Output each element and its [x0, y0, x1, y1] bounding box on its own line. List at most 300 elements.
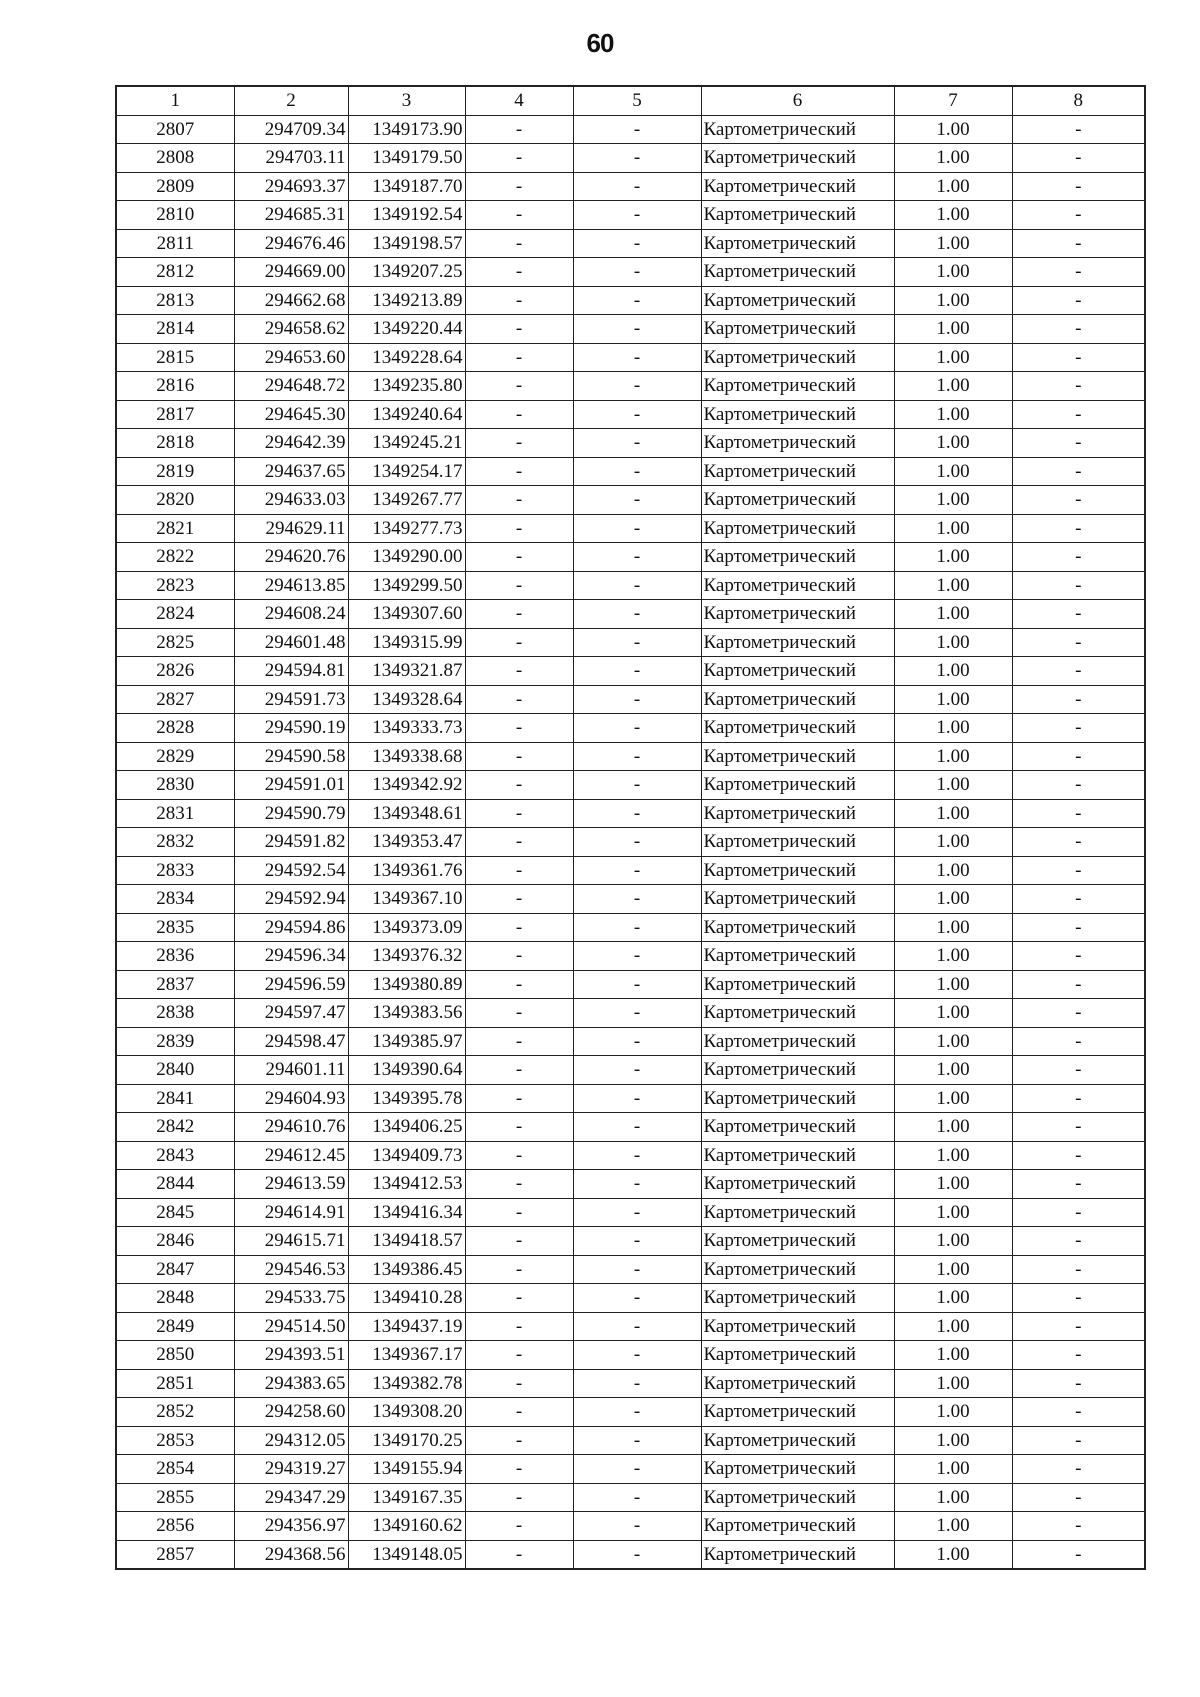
- column-4-cell: -: [465, 144, 573, 173]
- x-coordinate-cell: 294591.73: [234, 685, 348, 714]
- accuracy-cell: 1.00: [894, 1227, 1012, 1256]
- table-body: [116, 115, 1145, 1569]
- point-number-cell: 2850: [116, 1341, 234, 1370]
- method-cell: Картометрический: [701, 1141, 894, 1170]
- column-5-cell: -: [573, 286, 701, 315]
- header-row: [116, 86, 1145, 115]
- column-5-cell: -: [573, 942, 701, 971]
- column-4-cell: -: [465, 1113, 573, 1142]
- table-row: [116, 144, 1145, 173]
- column-5-cell: -: [573, 657, 701, 686]
- accuracy-cell: 1.00: [894, 1198, 1012, 1227]
- column-4-cell: -: [465, 714, 573, 743]
- column-4-cell: -: [465, 372, 573, 401]
- point-number-cell: 2838: [116, 999, 234, 1028]
- column-4-cell: -: [465, 514, 573, 543]
- page-number: 60: [586, 28, 614, 58]
- point-number-cell: 2816: [116, 372, 234, 401]
- y-coordinate-cell: 1349342.92: [348, 771, 465, 800]
- y-coordinate-cell: 1349235.80: [348, 372, 465, 401]
- point-number-cell: 2852: [116, 1398, 234, 1427]
- x-coordinate-cell: 294612.45: [234, 1141, 348, 1170]
- y-coordinate-cell: 1349240.64: [348, 400, 465, 429]
- x-coordinate-cell: 294676.46: [234, 229, 348, 258]
- column-8-cell: -: [1012, 372, 1145, 401]
- method-cell: Картометрический: [701, 1426, 894, 1455]
- y-coordinate-cell: 1349328.64: [348, 685, 465, 714]
- x-coordinate-cell: 294592.94: [234, 885, 348, 914]
- point-number-cell: 2839: [116, 1027, 234, 1056]
- point-number-cell: 2826: [116, 657, 234, 686]
- column-8-cell: -: [1012, 229, 1145, 258]
- point-number-cell: 2817: [116, 400, 234, 429]
- table-row: [116, 771, 1145, 800]
- point-number-cell: 2855: [116, 1483, 234, 1512]
- accuracy-cell: 1.00: [894, 799, 1012, 828]
- y-coordinate-cell: 1349290.00: [348, 543, 465, 572]
- column-4-cell: -: [465, 229, 573, 258]
- x-coordinate-cell: 294613.59: [234, 1170, 348, 1199]
- x-coordinate-cell: 294685.31: [234, 201, 348, 230]
- point-number-cell: 2837: [116, 970, 234, 999]
- column-8-cell: -: [1012, 343, 1145, 372]
- point-number-cell: 2836: [116, 942, 234, 971]
- column-8-cell: -: [1012, 201, 1145, 230]
- point-number-cell: 2815: [116, 343, 234, 372]
- table-row: [116, 258, 1145, 287]
- x-coordinate-cell: 294613.85: [234, 571, 348, 600]
- method-cell: Картометрический: [701, 1027, 894, 1056]
- column-4-cell: -: [465, 1512, 573, 1541]
- x-coordinate-cell: 294620.76: [234, 543, 348, 572]
- table-row: [116, 856, 1145, 885]
- column-4-cell: -: [465, 942, 573, 971]
- method-cell: Картометрический: [701, 657, 894, 686]
- table-row: [116, 799, 1145, 828]
- accuracy-cell: 1.00: [894, 400, 1012, 429]
- table-row: [116, 1255, 1145, 1284]
- column-8-cell: -: [1012, 457, 1145, 486]
- y-coordinate-cell: 1349245.21: [348, 429, 465, 458]
- point-number-cell: 2830: [116, 771, 234, 800]
- x-coordinate-cell: 294591.82: [234, 828, 348, 857]
- column-4-cell: -: [465, 1227, 573, 1256]
- column-4-cell: -: [465, 885, 573, 914]
- accuracy-cell: 1.00: [894, 229, 1012, 258]
- method-cell: Картометрический: [701, 115, 894, 144]
- accuracy-cell: 1.00: [894, 1398, 1012, 1427]
- column-8-cell: -: [1012, 115, 1145, 144]
- column-8-cell: -: [1012, 1483, 1145, 1512]
- column-8-cell: -: [1012, 1027, 1145, 1056]
- accuracy-cell: 1.00: [894, 429, 1012, 458]
- column-5-cell: -: [573, 714, 701, 743]
- table-row: [116, 1312, 1145, 1341]
- y-coordinate-cell: 1349170.25: [348, 1426, 465, 1455]
- column-4-cell: -: [465, 1455, 573, 1484]
- x-coordinate-cell: 294312.05: [234, 1426, 348, 1455]
- column-8-cell: -: [1012, 1426, 1145, 1455]
- table-row: [116, 115, 1145, 144]
- table-row: [116, 970, 1145, 999]
- column-4-cell: -: [465, 1284, 573, 1313]
- column-5-cell: -: [573, 144, 701, 173]
- accuracy-cell: 1.00: [894, 1170, 1012, 1199]
- column-5-cell: -: [573, 514, 701, 543]
- y-coordinate-cell: 1349383.56: [348, 999, 465, 1028]
- point-number-cell: 2832: [116, 828, 234, 857]
- column-5-cell: -: [573, 1084, 701, 1113]
- column-5-cell: -: [573, 1369, 701, 1398]
- y-coordinate-cell: 1349380.89: [348, 970, 465, 999]
- method-cell: Картометрический: [701, 286, 894, 315]
- column-4-cell: -: [465, 1312, 573, 1341]
- accuracy-cell: 1.00: [894, 1341, 1012, 1370]
- method-cell: Картометрический: [701, 457, 894, 486]
- table-row: [116, 1227, 1145, 1256]
- column-8-cell: -: [1012, 714, 1145, 743]
- y-coordinate-cell: 1349386.45: [348, 1255, 465, 1284]
- column-5-cell: -: [573, 1540, 701, 1569]
- column-5-cell: -: [573, 1426, 701, 1455]
- column-5-cell: -: [573, 856, 701, 885]
- point-number-cell: 2854: [116, 1455, 234, 1484]
- point-number-cell: 2833: [116, 856, 234, 885]
- y-coordinate-cell: 1349198.57: [348, 229, 465, 258]
- column-8-cell: -: [1012, 1398, 1145, 1427]
- column-4-cell: -: [465, 657, 573, 686]
- table-row: [116, 1284, 1145, 1313]
- column-8-cell: -: [1012, 1369, 1145, 1398]
- method-cell: Картометрический: [701, 1398, 894, 1427]
- column-4-cell: -: [465, 1027, 573, 1056]
- y-coordinate-cell: 1349390.64: [348, 1056, 465, 1085]
- table-row: [116, 628, 1145, 657]
- accuracy-cell: 1.00: [894, 714, 1012, 743]
- method-cell: Картометрический: [701, 856, 894, 885]
- x-coordinate-cell: 294604.93: [234, 1084, 348, 1113]
- point-number-cell: 2821: [116, 514, 234, 543]
- method-cell: Картометрический: [701, 1455, 894, 1484]
- column-4-cell: -: [465, 343, 573, 372]
- column-4-cell: -: [465, 115, 573, 144]
- x-coordinate-cell: 294596.34: [234, 942, 348, 971]
- x-coordinate-cell: 294669.00: [234, 258, 348, 287]
- method-cell: Картометрический: [701, 885, 894, 914]
- y-coordinate-cell: 1349315.99: [348, 628, 465, 657]
- accuracy-cell: 1.00: [894, 1284, 1012, 1313]
- x-coordinate-cell: 294614.91: [234, 1198, 348, 1227]
- method-cell: Картометрический: [701, 1113, 894, 1142]
- y-coordinate-cell: 1349155.94: [348, 1455, 465, 1484]
- method-cell: Картометрический: [701, 486, 894, 515]
- column-4-cell: -: [465, 999, 573, 1028]
- column-5-cell: -: [573, 372, 701, 401]
- accuracy-cell: 1.00: [894, 258, 1012, 287]
- column-5-cell: -: [573, 628, 701, 657]
- accuracy-cell: 1.00: [894, 1141, 1012, 1170]
- column-4-cell: -: [465, 429, 573, 458]
- column-4-cell: -: [465, 457, 573, 486]
- column-5-cell: -: [573, 1512, 701, 1541]
- column-4-cell: -: [465, 799, 573, 828]
- accuracy-cell: 1.00: [894, 372, 1012, 401]
- method-cell: Картометрический: [701, 343, 894, 372]
- table-row: [116, 1426, 1145, 1455]
- x-coordinate-cell: 294642.39: [234, 429, 348, 458]
- point-number-cell: 2857: [116, 1540, 234, 1569]
- column-4-cell: -: [465, 1170, 573, 1199]
- x-coordinate-cell: 294653.60: [234, 343, 348, 372]
- column-8-cell: -: [1012, 258, 1145, 287]
- point-number-cell: 2843: [116, 1141, 234, 1170]
- method-cell: Картометрический: [701, 400, 894, 429]
- point-number-cell: 2841: [116, 1084, 234, 1113]
- column-5-cell: -: [573, 543, 701, 572]
- column-4-cell: -: [465, 1398, 573, 1427]
- x-coordinate-cell: 294662.68: [234, 286, 348, 315]
- method-cell: Картометрический: [701, 913, 894, 942]
- column-8-cell: -: [1012, 172, 1145, 201]
- accuracy-cell: 1.00: [894, 1255, 1012, 1284]
- column-5-cell: -: [573, 1027, 701, 1056]
- accuracy-cell: 1.00: [894, 1540, 1012, 1569]
- x-coordinate-cell: 294615.71: [234, 1227, 348, 1256]
- table-row: [116, 514, 1145, 543]
- method-cell: Картометрический: [701, 229, 894, 258]
- x-coordinate-cell: 294590.79: [234, 799, 348, 828]
- column-5-cell: -: [573, 600, 701, 629]
- column-8-cell: -: [1012, 1455, 1145, 1484]
- x-coordinate-cell: 294648.72: [234, 372, 348, 401]
- table-row: [116, 172, 1145, 201]
- table-row: [116, 457, 1145, 486]
- coordinates-table: [115, 85, 1146, 1570]
- x-coordinate-cell: 294590.58: [234, 742, 348, 771]
- point-number-cell: 2811: [116, 229, 234, 258]
- column-8-cell: -: [1012, 1341, 1145, 1370]
- y-coordinate-cell: 1349353.47: [348, 828, 465, 857]
- column-header: 1: [116, 86, 234, 115]
- point-number-cell: 2822: [116, 543, 234, 572]
- column-4-cell: -: [465, 1483, 573, 1512]
- table-row: [116, 1198, 1145, 1227]
- method-cell: Картометрический: [701, 742, 894, 771]
- method-cell: Картометрический: [701, 1512, 894, 1541]
- table-row: [116, 315, 1145, 344]
- point-number-cell: 2819: [116, 457, 234, 486]
- x-coordinate-cell: 294610.76: [234, 1113, 348, 1142]
- column-8-cell: -: [1012, 1141, 1145, 1170]
- x-coordinate-cell: 294393.51: [234, 1341, 348, 1370]
- point-number-cell: 2808: [116, 144, 234, 173]
- column-4-cell: -: [465, 543, 573, 572]
- column-5-cell: -: [573, 429, 701, 458]
- point-number-cell: 2847: [116, 1255, 234, 1284]
- column-5-cell: -: [573, 1284, 701, 1313]
- point-number-cell: 2829: [116, 742, 234, 771]
- point-number-cell: 2823: [116, 571, 234, 600]
- method-cell: Картометрический: [701, 514, 894, 543]
- accuracy-cell: 1.00: [894, 514, 1012, 543]
- y-coordinate-cell: 1349187.70: [348, 172, 465, 201]
- column-4-cell: -: [465, 1198, 573, 1227]
- column-8-cell: -: [1012, 1198, 1145, 1227]
- y-coordinate-cell: 1349395.78: [348, 1084, 465, 1113]
- y-coordinate-cell: 1349192.54: [348, 201, 465, 230]
- table-row: [116, 543, 1145, 572]
- accuracy-cell: 1.00: [894, 457, 1012, 486]
- column-5-cell: -: [573, 999, 701, 1028]
- point-number-cell: 2820: [116, 486, 234, 515]
- column-header: 7: [894, 86, 1012, 115]
- method-cell: Картометрический: [701, 600, 894, 629]
- method-cell: Картометрический: [701, 144, 894, 173]
- accuracy-cell: 1.00: [894, 600, 1012, 629]
- column-8-cell: -: [1012, 828, 1145, 857]
- accuracy-cell: 1.00: [894, 1369, 1012, 1398]
- x-coordinate-cell: 294514.50: [234, 1312, 348, 1341]
- y-coordinate-cell: 1349254.17: [348, 457, 465, 486]
- column-4-cell: -: [465, 1056, 573, 1085]
- table-row: [116, 429, 1145, 458]
- column-4-cell: -: [465, 628, 573, 657]
- y-coordinate-cell: 1349418.57: [348, 1227, 465, 1256]
- column-8-cell: -: [1012, 1540, 1145, 1569]
- accuracy-cell: 1.00: [894, 144, 1012, 173]
- accuracy-cell: 1.00: [894, 201, 1012, 230]
- point-number-cell: 2827: [116, 685, 234, 714]
- column-5-cell: -: [573, 201, 701, 230]
- accuracy-cell: 1.00: [894, 1512, 1012, 1541]
- table-row: [116, 1369, 1145, 1398]
- table-row: [116, 1540, 1145, 1569]
- point-number-cell: 2840: [116, 1056, 234, 1085]
- accuracy-cell: 1.00: [894, 172, 1012, 201]
- x-coordinate-cell: 294693.37: [234, 172, 348, 201]
- y-coordinate-cell: 1349207.25: [348, 258, 465, 287]
- y-coordinate-cell: 1349367.10: [348, 885, 465, 914]
- method-cell: Картометрический: [701, 258, 894, 287]
- table-row: [116, 1341, 1145, 1370]
- table-row: [116, 942, 1145, 971]
- column-8-cell: -: [1012, 970, 1145, 999]
- x-coordinate-cell: 294633.03: [234, 486, 348, 515]
- table-row: [116, 229, 1145, 258]
- x-coordinate-cell: 294598.47: [234, 1027, 348, 1056]
- x-coordinate-cell: 294533.75: [234, 1284, 348, 1313]
- x-coordinate-cell: 294637.65: [234, 457, 348, 486]
- column-8-cell: -: [1012, 1113, 1145, 1142]
- x-coordinate-cell: 294590.19: [234, 714, 348, 743]
- accuracy-cell: 1.00: [894, 1426, 1012, 1455]
- method-cell: Картометрический: [701, 999, 894, 1028]
- accuracy-cell: 1.00: [894, 1084, 1012, 1113]
- column-5-cell: -: [573, 1455, 701, 1484]
- x-coordinate-cell: 294658.62: [234, 315, 348, 344]
- column-header: 2: [234, 86, 348, 115]
- x-coordinate-cell: 294383.65: [234, 1369, 348, 1398]
- column-5-cell: -: [573, 970, 701, 999]
- column-header: 3: [348, 86, 465, 115]
- method-cell: Картометрический: [701, 1056, 894, 1085]
- column-4-cell: -: [465, 771, 573, 800]
- column-5-cell: -: [573, 1398, 701, 1427]
- column-5-cell: -: [573, 742, 701, 771]
- column-8-cell: -: [1012, 286, 1145, 315]
- column-8-cell: -: [1012, 400, 1145, 429]
- point-number-cell: 2818: [116, 429, 234, 458]
- table-row: [116, 286, 1145, 315]
- accuracy-cell: 1.00: [894, 343, 1012, 372]
- accuracy-cell: 1.00: [894, 771, 1012, 800]
- column-4-cell: -: [465, 856, 573, 885]
- column-4-cell: -: [465, 1255, 573, 1284]
- column-8-cell: -: [1012, 657, 1145, 686]
- x-coordinate-cell: 294592.54: [234, 856, 348, 885]
- column-header: 5: [573, 86, 701, 115]
- method-cell: Картометрический: [701, 1540, 894, 1569]
- column-header: 8: [1012, 86, 1145, 115]
- y-coordinate-cell: 1349167.35: [348, 1483, 465, 1512]
- y-coordinate-cell: 1349338.68: [348, 742, 465, 771]
- y-coordinate-cell: 1349213.89: [348, 286, 465, 315]
- column-5-cell: -: [573, 771, 701, 800]
- column-8-cell: -: [1012, 144, 1145, 173]
- y-coordinate-cell: 1349410.28: [348, 1284, 465, 1313]
- y-coordinate-cell: 1349179.50: [348, 144, 465, 173]
- column-4-cell: -: [465, 913, 573, 942]
- column-8-cell: -: [1012, 685, 1145, 714]
- column-8-cell: -: [1012, 885, 1145, 914]
- column-4-cell: -: [465, 1369, 573, 1398]
- accuracy-cell: 1.00: [894, 1056, 1012, 1085]
- method-cell: Картометрический: [701, 1312, 894, 1341]
- point-number-cell: 2813: [116, 286, 234, 315]
- method-cell: Картометрический: [701, 1369, 894, 1398]
- x-coordinate-cell: 294601.48: [234, 628, 348, 657]
- accuracy-cell: 1.00: [894, 999, 1012, 1028]
- accuracy-cell: 1.00: [894, 286, 1012, 315]
- y-coordinate-cell: 1349308.20: [348, 1398, 465, 1427]
- column-8-cell: -: [1012, 486, 1145, 515]
- y-coordinate-cell: 1349277.73: [348, 514, 465, 543]
- column-5-cell: -: [573, 1170, 701, 1199]
- y-coordinate-cell: 1349148.05: [348, 1540, 465, 1569]
- column-8-cell: -: [1012, 1170, 1145, 1199]
- method-cell: Картометрический: [701, 1227, 894, 1256]
- method-cell: Картометрический: [701, 1084, 894, 1113]
- accuracy-cell: 1.00: [894, 543, 1012, 572]
- column-5-cell: -: [573, 913, 701, 942]
- column-8-cell: -: [1012, 742, 1145, 771]
- y-coordinate-cell: 1349376.32: [348, 942, 465, 971]
- accuracy-cell: 1.00: [894, 486, 1012, 515]
- method-cell: Картометрический: [701, 1198, 894, 1227]
- x-coordinate-cell: 294703.11: [234, 144, 348, 173]
- column-4-cell: -: [465, 571, 573, 600]
- accuracy-cell: 1.00: [894, 828, 1012, 857]
- column-4-cell: -: [465, 828, 573, 857]
- column-5-cell: -: [573, 400, 701, 429]
- accuracy-cell: 1.00: [894, 1113, 1012, 1142]
- column-5-cell: -: [573, 1056, 701, 1085]
- x-coordinate-cell: 294601.11: [234, 1056, 348, 1085]
- column-4-cell: -: [465, 742, 573, 771]
- column-8-cell: -: [1012, 1255, 1145, 1284]
- column-4-cell: -: [465, 1540, 573, 1569]
- column-4-cell: -: [465, 1426, 573, 1455]
